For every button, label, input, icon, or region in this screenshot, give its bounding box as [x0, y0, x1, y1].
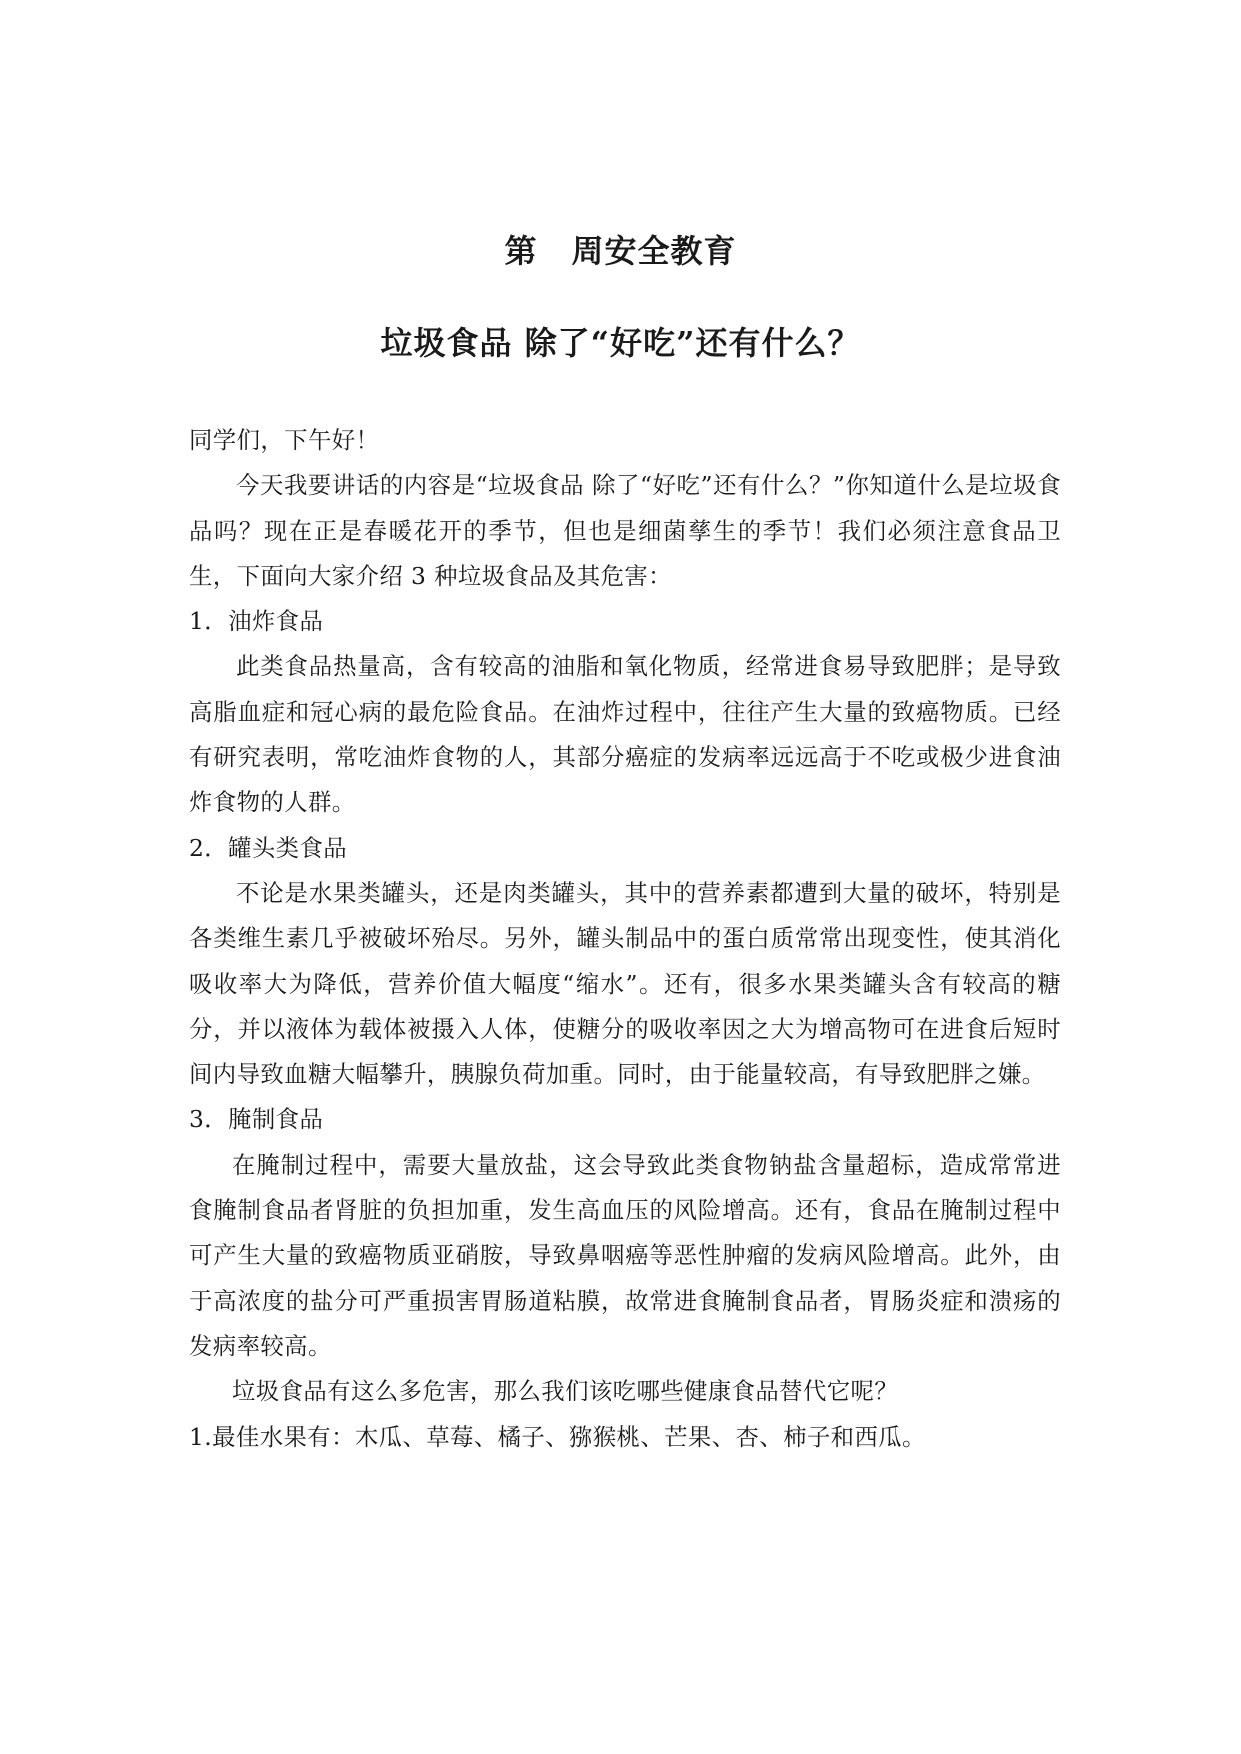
title-rest: 周安全教育	[571, 232, 737, 270]
greeting-paragraph: 同学们，下午好！	[189, 426, 380, 454]
section-heading-pickled-food: 3．腌制食品	[189, 1105, 324, 1134]
section-body-pickled-food: 在腌制过程中，需要大量放盐，这会导致此类食物钠盐含量超标，造成常常进食腌制食品者肾脏的负担加重，发生高血压的风险增高。还有，食品在腌制过程中可产生大量的致癌物质亚硝胺，导致鼻咽癌等恶性肿瘤的发病风险增高。此外，由于高浓度的盐分可严重损害胃肠道粘膜，故常进食腌制食品者，胃肠炎症和溃疡的发病率较高。	[189, 1150, 1061, 1360]
transition-paragraph: 垃圾食品有这么多危害，那么我们该吃哪些健康食品替代它呢？	[232, 1377, 899, 1406]
page-subtitle: 垃圾食品 除了“好吃”还有什么？	[380, 324, 861, 362]
document-body	[189, 418, 1061, 1460]
section-body-canned-food: 不论是水果类罐头，还是肉类罐头，其中的营养素都遭到大量的破坏，特别是各类维生素几乎被破坏殆尽。另外，罐头制品中的蛋白质常常出现变性，使其消化吸收率大为降低，营养价值大幅度“缩水”。还有，很多水果类罐头含有较高的糖分，并以液体为载体被摄入人体，使糖分的吸收率因之大为增高物可在进食后短时间内导致血糖大幅攀升，胰腺负荷加重。同时，由于能量较高，有导致肥胖之嫌。	[189, 878, 1061, 1089]
title-prefix: 第	[504, 232, 538, 270]
section-heading-fried-food: 1．油炸食品	[189, 607, 324, 636]
intro-paragraph: 今天我要讲话的内容是“垃圾食品 除了“好吃”还有什么？”你知道什么是垃圾食品吗？现在正是春暖花开的季节，但也是细菌孳生的季节！我们必须注意食品卫生，下面向大家介绍 3 种垃圾食品及其危害：	[189, 471, 1061, 590]
healthy-food-item-1: 1.最佳水果有：木瓜、草莓、橘子、猕猴桃、芒果、杏、柿子和西瓜。	[189, 1422, 926, 1451]
page-title	[0, 226, 1241, 272]
section-body-fried-food: 此类食品热量高，含有较高的油脂和氧化物质，经常进食易导致肥胖；是导致高脂血症和冠心病的最危险食品。在油炸过程中，往往产生大量的致癌物质。已经有研究表明，常吃油炸食物的人，其部分癌症的发病率远远高于不吃或极少进食油炸食物的人群。	[189, 652, 1061, 817]
section-heading-canned-food: 2．罐头类食品	[189, 833, 348, 862]
